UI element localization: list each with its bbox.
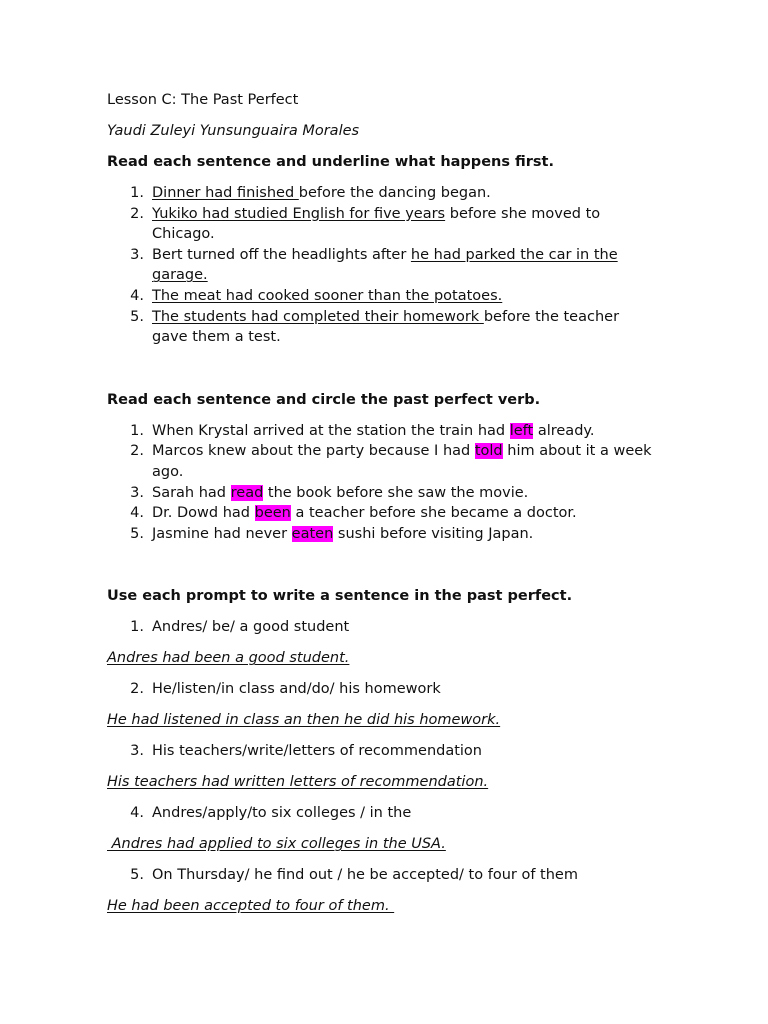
item-number: 4. <box>130 805 144 822</box>
prompt-text: He/listen/in class and/do/ his homework <box>152 681 441 698</box>
item-number: 2. <box>130 681 144 698</box>
list-item <box>107 286 652 307</box>
item-text-post: him about it a week ago. <box>152 443 652 480</box>
spacer <box>107 886 652 896</box>
item-number: 3. <box>130 743 144 760</box>
spacer <box>107 731 652 741</box>
author-name: Yaudi Zuleyi Yunsunguaira Morales <box>107 123 360 139</box>
list-item <box>107 503 652 524</box>
item-number: 2. <box>130 205 144 222</box>
item-number: 1. <box>130 185 144 201</box>
item-text-post: the book before she saw the movie. <box>263 484 529 501</box>
highlighted-verb: eaten <box>291 525 334 542</box>
prompt-text: His teachers/write/letters of recommendation <box>152 743 482 760</box>
list-item <box>107 483 652 504</box>
lesson-title: Lesson C: The Past Perfect <box>107 92 299 108</box>
section1-heading: Read each sentence and underline what happens first. <box>107 154 554 170</box>
item-number: 4. <box>130 287 144 304</box>
item-text-pre: When Krystal arrived at the station the train had <box>152 422 510 439</box>
underlined-text: Dinner had finished <box>152 185 299 201</box>
item-number: 1. <box>130 619 144 636</box>
prompt-item <box>107 865 652 886</box>
item-number: 5. <box>130 525 144 542</box>
section2-list <box>107 421 652 545</box>
item-text-post: already. <box>533 422 595 439</box>
underlined-text: he had parked the car in the garage. <box>152 246 618 284</box>
spacer <box>107 638 652 648</box>
prompt-item <box>107 741 652 762</box>
section3-heading: Use each prompt to write a sentence in the past perfect. <box>107 588 573 605</box>
document-body <box>107 90 652 917</box>
prompt-item <box>107 617 652 638</box>
answer-text: His teachers had written letters of recommendation. <box>107 774 489 791</box>
prompt-item <box>107 803 652 824</box>
spacer <box>107 793 652 803</box>
item-text-post: sushi before visiting Japan. <box>333 525 534 542</box>
prompt-text: On Thursday/ he find out / he be accepted/ to four of them <box>152 867 578 884</box>
spacer <box>107 824 652 834</box>
answer-text: Andres had been a good student. <box>107 650 350 667</box>
item-text-post: before the teacher gave them a test. <box>152 308 620 346</box>
underlined-text: The meat had cooked sooner than the potatoes. <box>152 287 503 304</box>
item-text-post: a teacher before she became a doctor. <box>290 505 577 522</box>
prompt-text: Andres/ be/ a good student <box>152 619 350 636</box>
spacer <box>107 348 652 390</box>
underlined-text: Yukiko had studied English for five years <box>152 205 446 222</box>
spacer <box>107 700 652 710</box>
item-text-pre: Dr. Dowd had <box>152 505 255 522</box>
list-item <box>107 245 652 286</box>
list-item <box>107 307 652 348</box>
highlighted-verb: left <box>509 422 534 439</box>
item-number: 5. <box>130 867 144 884</box>
underlined-text: The students had completed their homework <box>152 308 484 325</box>
list-item <box>107 441 652 482</box>
item-text-pre: Jasmine had never <box>152 525 292 542</box>
prompt-item <box>107 679 652 700</box>
spacer <box>107 855 652 865</box>
answer-text: Andres had applied to six colleges in the USA. <box>107 836 446 853</box>
item-number: 5. <box>130 308 144 325</box>
list-item <box>107 204 652 245</box>
list-item <box>107 183 652 204</box>
answer-text: He had been accepted to four of them. <box>107 898 395 915</box>
item-number: 3. <box>130 246 144 263</box>
spacer <box>107 669 652 679</box>
item-number: 1. <box>130 422 144 439</box>
spacer <box>107 544 652 586</box>
item-text-pre: Bert turned off the headlights after <box>152 246 411 263</box>
item-number: 2. <box>130 443 144 460</box>
spacer <box>107 762 652 772</box>
item-text-post: before the dancing began. <box>298 185 491 201</box>
prompt-text: Andres/apply/to six colleges / in the <box>152 805 412 822</box>
item-number: 4. <box>130 505 144 522</box>
section2-heading: Read each sentence and circle the past perfect verb. <box>107 391 541 408</box>
list-item <box>107 524 652 545</box>
item-text-post: before she moved to Chicago. <box>152 205 601 243</box>
list-item <box>107 421 652 442</box>
item-number: 3. <box>130 484 144 501</box>
highlighted-verb: read <box>230 484 264 501</box>
section1-list <box>107 183 652 348</box>
highlighted-verb: been <box>254 505 291 522</box>
item-text-pre: Sarah had <box>152 484 231 501</box>
highlighted-verb: told <box>474 443 503 460</box>
item-text-pre: Marcos knew about the party because I had <box>152 443 475 460</box>
answer-text: He had listened in class an then he did his homework. <box>107 712 501 729</box>
